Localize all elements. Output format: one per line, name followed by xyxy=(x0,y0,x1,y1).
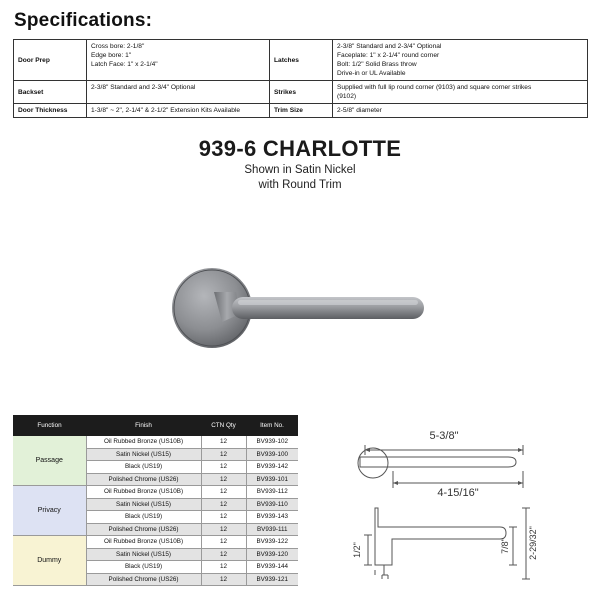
item-no-cell: BV939-122 xyxy=(246,536,298,549)
ctn-qty-cell: 12 xyxy=(201,448,246,461)
spec-value: Cross bore: 2-1/8" Edge bore: 1" Latch Face: 1" x 2-1/4" xyxy=(87,40,270,81)
spec-label: Backset xyxy=(14,81,87,104)
finish-cell: Polished Chrome (US26) xyxy=(86,523,201,536)
ctn-qty-cell: 12 xyxy=(201,511,246,524)
finish-cell: Black (US19) xyxy=(86,511,201,524)
item-no-cell: BV939-112 xyxy=(246,486,298,499)
spec-label: Door Prep xyxy=(14,40,87,81)
spec-value: 2-5/8" diameter xyxy=(333,104,588,118)
finish-cell: Satin Nickel (US15) xyxy=(86,548,201,561)
finish-table-header-ctn-qty: CTN Qty xyxy=(201,415,246,436)
spec-label: Latches xyxy=(270,40,333,81)
item-no-cell: BV939-111 xyxy=(246,523,298,536)
product-subtitle-trim: with Round Trim xyxy=(258,179,342,191)
spec-value: 2-3/8" Standard and 2-3/4" Optional Faceplate: 1" x 2-1/4" round corner Bolt: 1/2" Solid Brass throw Drive-in or UL Available xyxy=(333,40,588,81)
item-no-cell: BV939-143 xyxy=(246,511,298,524)
ctn-qty-cell: 12 xyxy=(201,436,246,448)
lever-handle-image xyxy=(170,252,430,362)
spec-label: Strikes xyxy=(270,81,333,104)
spec-row xyxy=(14,40,588,81)
finish-cell: Satin Nickel (US15) xyxy=(86,448,201,461)
finish-cell: Black (US19) xyxy=(86,461,201,474)
ctn-qty-cell: 12 xyxy=(201,561,246,574)
finish-row xyxy=(13,536,298,549)
finish-row xyxy=(13,436,298,448)
item-no-cell: BV939-110 xyxy=(246,498,298,511)
finish-cell: Satin Nickel (US15) xyxy=(86,498,201,511)
ctn-qty-cell: 12 xyxy=(201,461,246,474)
finish-cell: Oil Rubbed Bronze (US10B) xyxy=(86,536,201,549)
spec-value: Supplied with full lip round corner (9103) and square corner strikes (9102) xyxy=(333,81,588,104)
finish-cell: Oil Rubbed Bronze (US10B) xyxy=(86,436,201,448)
spec-row xyxy=(14,104,588,118)
dim-overall-projection: 2-29/32" xyxy=(528,526,538,560)
finish-table-header-function: Function xyxy=(13,415,86,436)
ctn-qty-cell: 12 xyxy=(201,498,246,511)
item-no-cell: BV939-142 xyxy=(246,461,298,474)
ctn-qty-cell: 12 xyxy=(201,548,246,561)
spec-label: Trim Size xyxy=(270,104,333,118)
finish-table xyxy=(13,415,298,586)
item-no-cell: BV939-120 xyxy=(246,548,298,561)
ctn-qty-cell: 12 xyxy=(201,536,246,549)
function-cell-dummy: Dummy xyxy=(13,536,86,586)
dim-overall-length: 5-3/8" xyxy=(429,430,459,442)
finish-row xyxy=(13,486,298,499)
ctn-qty-cell: 12 xyxy=(201,523,246,536)
specifications-heading: Specifications: xyxy=(14,10,153,31)
item-no-cell: BV939-100 xyxy=(246,448,298,461)
ctn-qty-cell: 12 xyxy=(201,573,246,586)
ctn-qty-cell: 12 xyxy=(201,486,246,499)
spec-label: Door Thickness xyxy=(14,104,87,118)
ctn-qty-cell: 12 xyxy=(201,473,246,486)
dimension-drawing xyxy=(330,415,590,595)
item-no-cell: BV939-102 xyxy=(246,436,298,448)
spec-value: 2-3/8" Standard and 2-3/4" Optional xyxy=(87,81,270,104)
item-no-cell: BV939-121 xyxy=(246,573,298,586)
finish-cell: Polished Chrome (US26) xyxy=(86,473,201,486)
specifications-table xyxy=(13,39,588,118)
finish-cell: Oil Rubbed Bronze (US10B) xyxy=(86,486,201,499)
dim-rose-projection: 1/2" xyxy=(352,542,362,558)
product-subtitle-finish: Shown in Satin Nickel xyxy=(244,164,356,176)
function-cell-privacy: Privacy xyxy=(13,486,86,536)
finish-cell: Black (US19) xyxy=(86,561,201,574)
finish-table-header-finish: Finish xyxy=(86,415,201,436)
spec-row xyxy=(14,81,588,104)
item-no-cell: BV939-144 xyxy=(246,561,298,574)
finish-cell: Polished Chrome (US26) xyxy=(86,573,201,586)
dim-lever-height: 7/8" xyxy=(500,538,510,554)
dim-lever-length: 4-15/16" xyxy=(437,487,479,499)
function-cell-passage: Passage xyxy=(13,436,86,486)
item-no-cell: BV939-101 xyxy=(246,473,298,486)
product-title: 939-6 CHARLOTTE xyxy=(198,136,402,161)
finish-table-header-item-no: Item No. xyxy=(246,415,298,436)
spec-value: 1-3/8" ~ 2", 2-1/4" & 2-1/2" Extension Kits Available xyxy=(87,104,270,118)
